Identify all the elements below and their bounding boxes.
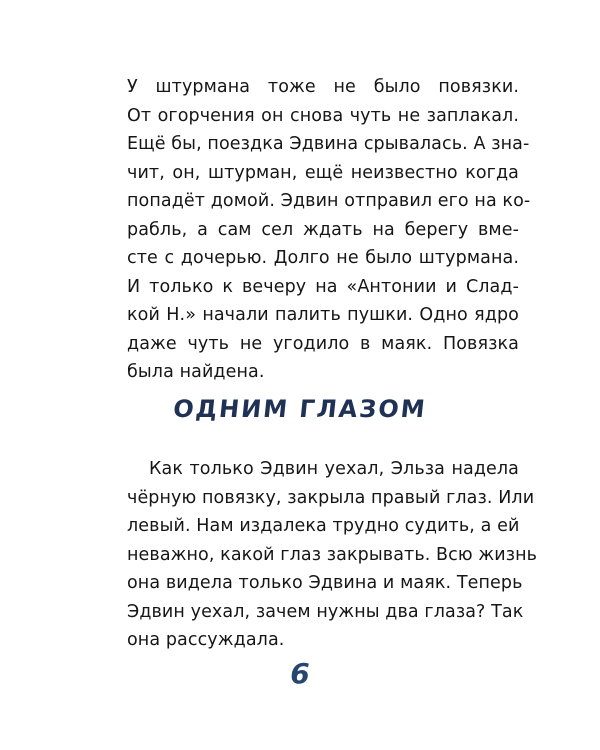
text-line: она видела только Эдвина и маяк. Теперь <box>127 573 523 593</box>
text-line: рабль, а сам сел ждать на берегу вме- <box>127 219 519 240</box>
chapter-title: ОДНИМ ГЛАЗОМ <box>171 395 429 423</box>
text-line: чит, он, штурман, ещё неизвестно когда <box>127 162 519 183</box>
paragraph-1 <box>127 73 531 387</box>
text-line: неважно, какой глаз закрывать. Всю жизнь <box>127 544 538 565</box>
text-line: У штурмана тоже не было повязки. <box>127 77 519 97</box>
text-line: От огорчения он снова чуть не заплакал. <box>127 105 519 126</box>
text-line: была найдена. <box>127 362 265 382</box>
text-line: Эдвин уехал, зачем нужны два глаза? Так <box>127 601 524 622</box>
page-number: 6 <box>290 657 310 690</box>
text-line: И только к вечеру на «Антонии и Слад- <box>127 276 519 297</box>
text-line: левый. Нам издалека трудно судить, а ей <box>127 516 520 536</box>
text-line: попадёт домой. Эдвин отправил его на ко- <box>127 191 531 211</box>
text-line: даже чуть не угодило в маяк. Повязка <box>127 333 519 354</box>
paragraph-2 <box>127 455 538 655</box>
text-line: чёрную повязку, закрыла правый глаз. Или <box>127 487 535 508</box>
text-line: сте с дочерью. Долго не было штурмана. <box>127 248 519 268</box>
text-line: она рассуждала. <box>127 630 285 650</box>
text-line: кой Н.» начали палить пушки. Одно ядро <box>127 305 519 325</box>
text-line: Как только Эдвин уехал, Эльза надела <box>149 459 519 479</box>
text-line: Ещё бы, поездка Эдвина срывалась. А зна- <box>127 134 530 154</box>
